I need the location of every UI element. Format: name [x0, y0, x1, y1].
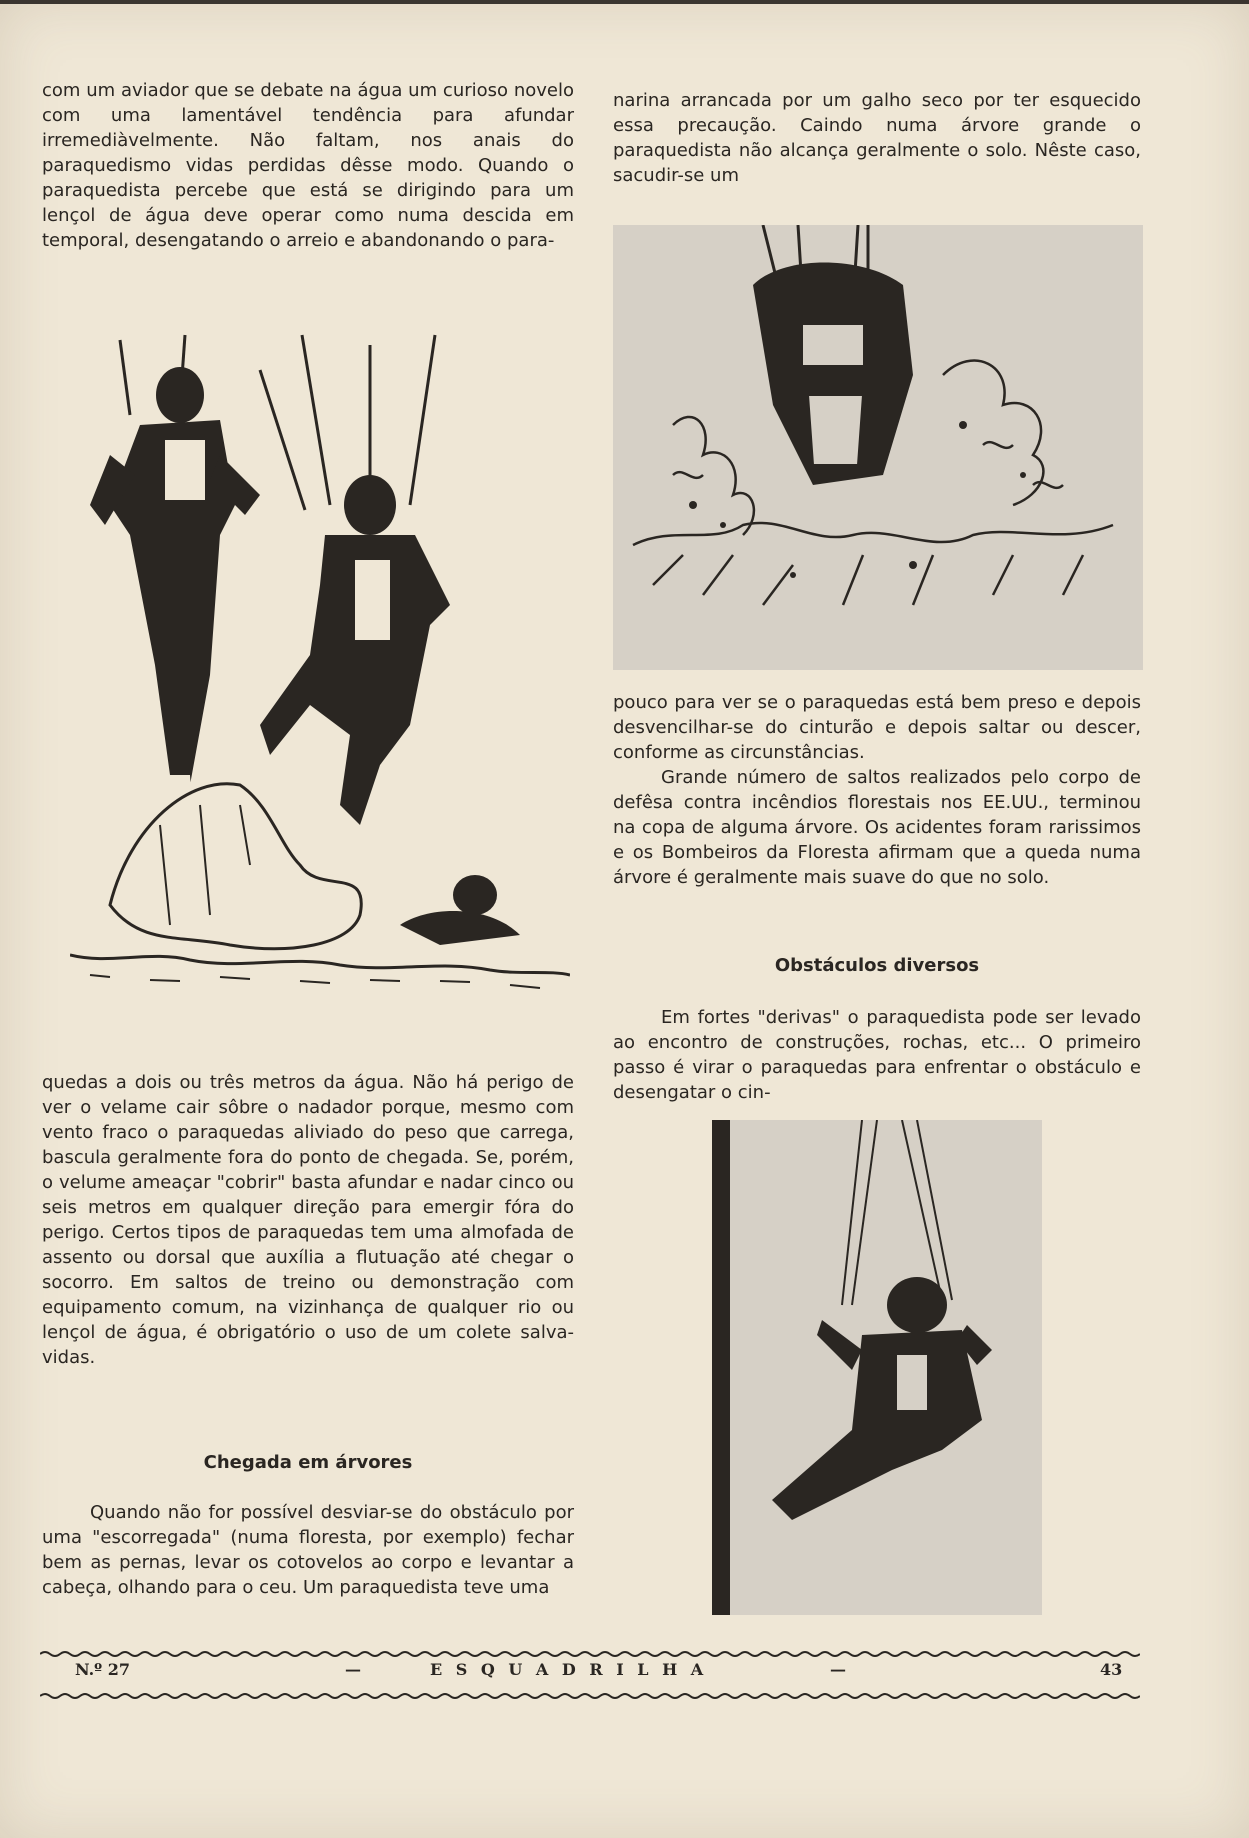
heading-obstacles: Obstáculos diversos: [774, 955, 980, 976]
left-column-intro: [42, 78, 574, 253]
right-text-obstacles: Em fortes "derivas" o paraquedista pode ser levado ao encontro de construções, rochas, etc... O primeiro passo é virar o paraquedas para enfrentar o obstáculo e desengatar o cin-: [613, 1007, 1141, 1103]
right-text-top: narina arrancada por um galho seco por ter esquecido essa precaução. Caindo numa árvore grande o paraquedista não alcança geralmente o solo. Nêste caso, sacudir-se um: [613, 90, 1141, 186]
illustration-obstacle: [712, 1120, 1042, 1615]
left-column-trees: [42, 1500, 574, 1600]
left-text-bottom: quedas a dois ou três metros da água. Não há perigo de ver o velame cair sôbre o nadador porque, mesmo com vento fraco o paraquedas aliviado do peso que carrega, bascula geralmente fora do ponto de chegada. Se, porém, o velume ameaçar "cobrir" basta afundar e nadar cinco ou seis metros em qualquer direção para emergir fóra do perigo. Certos tipos de paraquedas tem uma almofada de assento ou dorsal que auxília a flutuação até chegar o socorro. Em saltos de treino ou demonstração com equipamento comum, na vizinhança de qualquer rio ou lençol de água, é obrigatório o uso de um colete salva-vidas.: [42, 1072, 574, 1368]
magazine-title: E S Q U A D R I L H A: [430, 1660, 708, 1679]
footer-ornament-top: [40, 1650, 1140, 1658]
left-text-top: com um aviador que se debate na água um curioso novelo com uma lamentável tendência para afundar irremediàvelmente. Não faltam, nos anais do paraquedismo vidas perdidas dêsse modo. Quando o paraquedista percebe que está se dirigindo para um lençol de água deve operar como numa descida em temporal, desengatando o arreio e abandonando o para-: [42, 80, 574, 251]
right-text-mid-1: pouco para ver se o paraquedas está bem preso e depois desvencilhar-se do cinturão e depois saltar ou descer, conforme as circunstâncias.: [613, 692, 1141, 763]
footer: [70, 1660, 1140, 1684]
illustration-water-landing: [70, 305, 570, 1010]
right-text-mid-2: Grande número de saltos realizados pelo corpo de defêsa contra incêndios florestais nos EE.UU., terminou na copa de alguma árvore. Os acidentes foram rarissimos e os Bombeiros da Floresta afirmam que a queda numa árvore é geralmente mais suave do que no solo.: [613, 767, 1141, 888]
top-border-line: [0, 0, 1249, 4]
footer-ornament-bottom: [40, 1692, 1140, 1700]
footer-dash-right: —: [830, 1660, 846, 1679]
right-column-intro: [613, 88, 1141, 188]
left-text-trees: Quando não for possível desviar-se do obstáculo por uma "escorregada" (numa floresta, por exemplo) fechar bem as pernas, levar os cotovelos ao corpo e levantar a cabeça, olhando para o ceu. Um paraquedista teve uma: [42, 1502, 574, 1598]
issue-number: N.º 27: [75, 1660, 131, 1679]
footer-dash-left: —: [345, 1660, 361, 1679]
right-column-tree-advice: [613, 690, 1141, 890]
left-column-water: [42, 1070, 574, 1370]
heading-trees: Chegada em árvores: [203, 1452, 413, 1473]
page-number: 43: [1100, 1660, 1123, 1679]
illustration-tree-landing: [613, 225, 1143, 670]
right-column-obstacles: [613, 1005, 1141, 1105]
